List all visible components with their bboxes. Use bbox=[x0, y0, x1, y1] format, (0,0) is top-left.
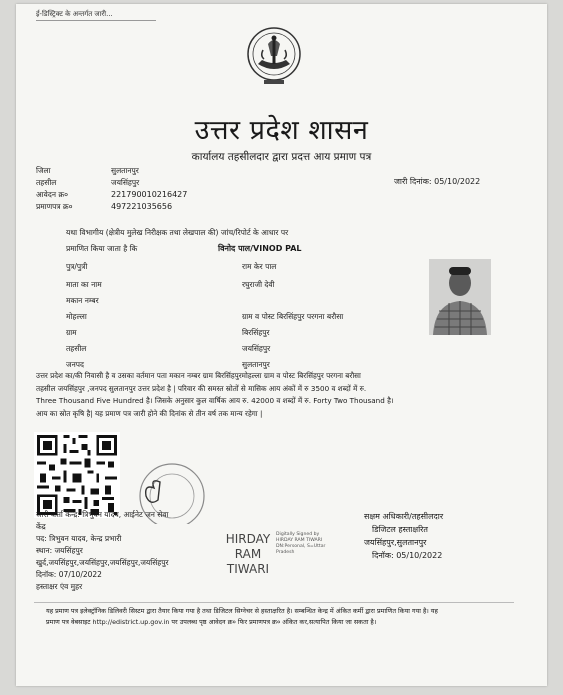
signature-note-line: Pradesh bbox=[276, 550, 295, 555]
field-value-certificate-no: 497221035656 bbox=[111, 202, 173, 211]
field-value-village: बिरसिंहपुर bbox=[242, 328, 270, 337]
page-title: उत्तर प्रदेश शासन bbox=[194, 115, 369, 146]
field-label-parent: पुत्र/पुत्री bbox=[66, 262, 88, 271]
field-value-tehsil: जयसिंहपुर bbox=[111, 178, 140, 187]
field-label-house-no: मकान नम्बर bbox=[66, 296, 99, 305]
applicant-name: विनोद पाल/VINOD PAL bbox=[218, 244, 302, 253]
issuer-designation: पद: त्रिभुवन यादव, केन्द्र प्रभारी bbox=[36, 534, 122, 543]
signature-note-line: HIRDAY RAM TIWARI bbox=[276, 538, 323, 543]
paragraph-line: आय का स्रोत कृषि है| यह प्रमाण पत्र जारी होने की दिनांक से तीन वर्ष तक मान्य रहेगा | bbox=[36, 408, 263, 418]
field-label-tehsil: तहसील bbox=[36, 178, 57, 187]
issuer-address: खुर्द,जयसिंहपुर,जयसिंहपुर,जयसिंहपुर,जयसिंहपुर bbox=[36, 558, 169, 567]
field-value-parent: राम केर पाल bbox=[242, 262, 277, 271]
digital-signature-note bbox=[276, 532, 325, 556]
signature-name-line: HIRDAY bbox=[225, 532, 271, 546]
qr-code bbox=[34, 432, 120, 518]
footer-note bbox=[46, 606, 516, 628]
issue-date: जारी दिनांक: 05/10/2022 bbox=[394, 177, 481, 186]
paragraph-line: Three Thousand Five Hundred है। जिसके अनुसार कुल वार्षिक आय रु. 42000 व शब्दों में रु. Forty Two Thousand है। bbox=[36, 396, 394, 405]
signature-name-line: TIWARI bbox=[226, 562, 270, 576]
field-label-certificate-no: प्रमाणपत्र क्र० bbox=[36, 202, 73, 211]
field-value-tehsil-2: जयसिंहपुर bbox=[242, 344, 271, 353]
header-divider bbox=[36, 20, 156, 21]
field-label-village: ग्राम bbox=[66, 328, 77, 337]
officer-date: दिनॉक: 05/10/2022 bbox=[372, 551, 443, 560]
footer-line: यह प्रमाण पत्र इलेक्ट्रॉनिक डिलिवरी सिस्टम द्वारा तैयार किया गया है तथा डिजिटल सिग्नेचर से हस्ताक्षरित है। सम्बन्धित केन्द्र में अंकित कर्मी द्वारा प्रमाणित किया गया है। यह bbox=[46, 607, 438, 615]
field-value-mother: रघुराजी देवी bbox=[242, 280, 275, 289]
issuer-date: दिनॉक: 07/10/2022 bbox=[36, 570, 102, 579]
certified-label: प्रमाणित किया जाता है कि bbox=[66, 244, 138, 253]
field-label-district: जिला bbox=[36, 166, 51, 175]
signature-name-line: RAM bbox=[234, 547, 262, 561]
issuer-center: जारी कर्ता केन्द्र: त्रिभुवन यादव, आईनेट जन सेवा bbox=[36, 510, 169, 519]
field-label-district-2: जनपद bbox=[66, 360, 84, 369]
signature-and-seal-label: हस्ताक्षर एंव मुहर bbox=[36, 582, 83, 591]
officer-location: जयसिंहपुर,सुलतानपुर bbox=[364, 538, 427, 547]
certificate-subtitle: कार्यालय तहसीलदार द्वारा प्रदत्त आय प्रमाण पत्र bbox=[191, 151, 372, 163]
officer-signed-label: डिजिटल हस्ताक्षरित bbox=[372, 525, 428, 534]
field-label-application-no: आवेदन क्र० bbox=[36, 190, 69, 199]
paragraph-line: उत्तर प्रदेश का/की निवासी है व उसका वर्तमान पता मकान नम्बर ग्राम बिरसिंहपुरमोहल्ला ग्राम व पोस्ट बिरसिंहपुर परगना बरौसा bbox=[36, 371, 361, 380]
paragraph-line: तहसील जयसिंहपुर ,जनपद सुलतानपुर उत्तर प्रदेश है | परिवार की समस्त स्रोतों से मासिक आय अंकों में रु 3500 व शब्दों में रु. bbox=[36, 383, 367, 393]
certificate-page bbox=[16, 4, 547, 686]
header-note: ई-डिस्ट्रिक्ट के अन्तर्गत जारी... bbox=[36, 10, 113, 18]
field-label-mother: माता का नाम bbox=[66, 280, 102, 289]
signature-note-line: DN:Personal, S=Uttar bbox=[276, 544, 326, 549]
digital-signature-name bbox=[223, 532, 273, 577]
issuer-center-cont: केंद्र bbox=[36, 522, 46, 531]
up-government-emblem-icon bbox=[246, 26, 302, 88]
field-value-application-no: 221790010216427 bbox=[111, 190, 188, 199]
applicant-photo bbox=[429, 259, 491, 335]
field-label-locality: मोहल्ला bbox=[66, 312, 87, 321]
field-label-tehsil-2: तहसील bbox=[66, 344, 87, 353]
certificate-paragraph bbox=[36, 370, 498, 420]
signature-note-line: Digitally Signed by bbox=[276, 532, 320, 537]
issuer-place: स्थान: जयसिंहपुर bbox=[36, 546, 83, 555]
officer-title: सक्षम अधिकारी/तहसीलदार bbox=[364, 512, 444, 521]
field-value-district-2: सुलतानपुर bbox=[242, 360, 270, 369]
field-value-district: सुलतानपुर bbox=[111, 166, 139, 175]
intro-line: यथा विभागीय (क्षेत्रीय मुलेख निरीक्षक तथा लेखपाल की) जांच/रिपोर्ट के आधार पर bbox=[66, 228, 289, 237]
field-value-locality: ग्राम व पोस्ट बिरसिंहपुर परगना बरौसा bbox=[242, 312, 344, 321]
footer-line: प्रमाण पत्र वेबसाइट http://edistrict.up.gov.in पर उपलब्ध पृष्ठ आवेदन क्र० फिर प्रमाणपत्र क्र० अंकित कर,सत्यापित किया जा सकता है। bbox=[46, 618, 377, 626]
footer-divider bbox=[34, 602, 514, 603]
